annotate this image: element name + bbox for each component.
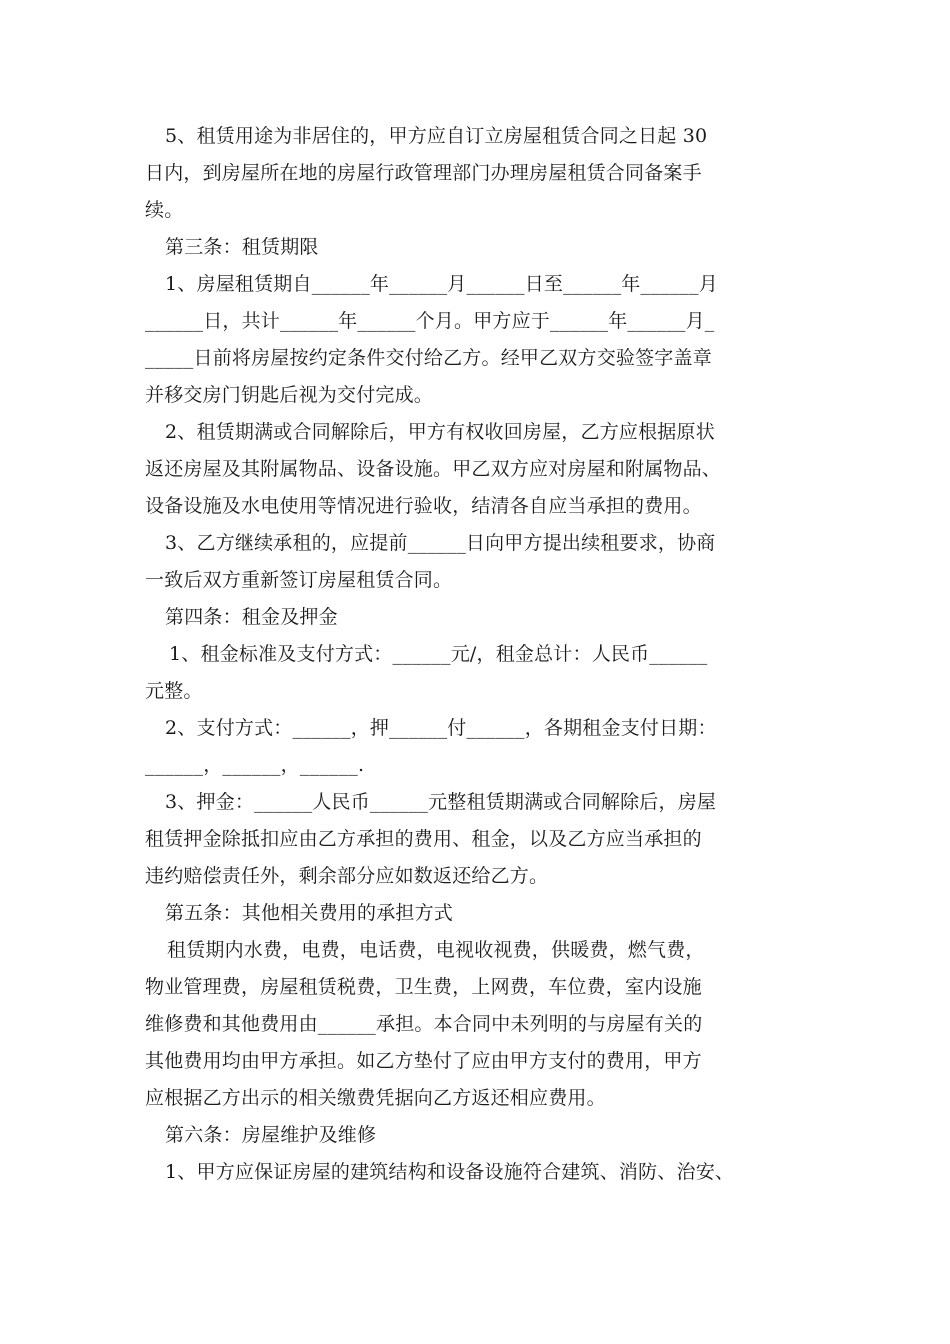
- text-line: 应根据乙方出示的相关缴费凭据向乙方返还相应费用。: [145, 1087, 606, 1109]
- section-heading: 第六条：房屋维护及维修: [165, 1124, 377, 1146]
- text-line: 租赁押金除抵扣应由乙方承担的费用、租金，以及乙方应当承担的: [145, 828, 702, 850]
- text-line: ______，______，______.: [145, 754, 365, 776]
- text-line: 1、租金标准及支付方式：______元/，租金总计：人民币______: [169, 643, 708, 665]
- text-line: 3、押金：______人民币______元整租赁期满或合同解除后，房屋: [165, 791, 717, 813]
- section-heading: 第五条：其他相关费用的承担方式: [165, 902, 454, 924]
- text-line: ______日，共计______年______个月。甲方应于______年______月_: [145, 310, 715, 332]
- text-line: 3、乙方继续承租的，应提前______日向甲方提出续租要求，协商: [165, 532, 716, 554]
- text-line: 其他费用均由甲方承担。如乙方垫付了应由甲方支付的费用，甲方: [145, 1050, 702, 1072]
- text-line: 2、支付方式：______，押______付______，各期租金支付日期：: [165, 717, 717, 739]
- text-line: _____日前将房屋按约定条件交付给乙方。经甲乙双方交验签字盖章: [145, 347, 712, 369]
- text-line: 违约赔偿责任外，剩余部分应如数返还给乙方。: [145, 865, 549, 887]
- text-line: 2、租赁期满或合同解除后，甲方有权收回房屋，乙方应根据原状: [165, 421, 715, 443]
- section-heading: 第四条：租金及押金: [165, 606, 338, 628]
- text-line: 并移交房门钥匙后视为交付完成。: [145, 384, 434, 406]
- text-line: 1、甲方应保证房屋的建筑结构和设备设施符合建筑、消防、治安、: [165, 1161, 735, 1183]
- text-line: 1、房屋租赁期自______年______月______日至______年______月: [165, 273, 718, 295]
- text-line: 返还房屋及其附属物品、设备设施。甲乙双方应对房屋和附属物品、: [145, 458, 722, 480]
- text-line: 物业管理费，房屋租赁税费，卫生费，上网费，车位费，室内设施: [145, 976, 702, 998]
- text-line: 元整。: [145, 680, 203, 702]
- text-line: 租赁期内水费，电费，电话费，电视收视费，供暖费，燃气费，: [167, 939, 705, 961]
- document-body: [145, 118, 825, 1191]
- text-line: 5、租赁用途为非居住的，甲方应自订立房屋租赁合同之日起 30: [165, 125, 708, 147]
- section-heading: 第三条：租赁期限: [165, 236, 319, 258]
- text-line: 日内，到房屋所在地的房屋行政管理部门办理房屋租赁合同备案手: [145, 162, 702, 184]
- text-line: 维修费和其他费用由______承担。本合同中未列明的与房屋有关的: [145, 1013, 703, 1035]
- text-line: 续。: [145, 199, 184, 221]
- text-line: 一致后双方重新签订房屋租赁合同。: [145, 569, 453, 591]
- text-line: 设备设施及水电使用等情况进行验收，结清各自应当承担的费用。: [145, 495, 702, 517]
